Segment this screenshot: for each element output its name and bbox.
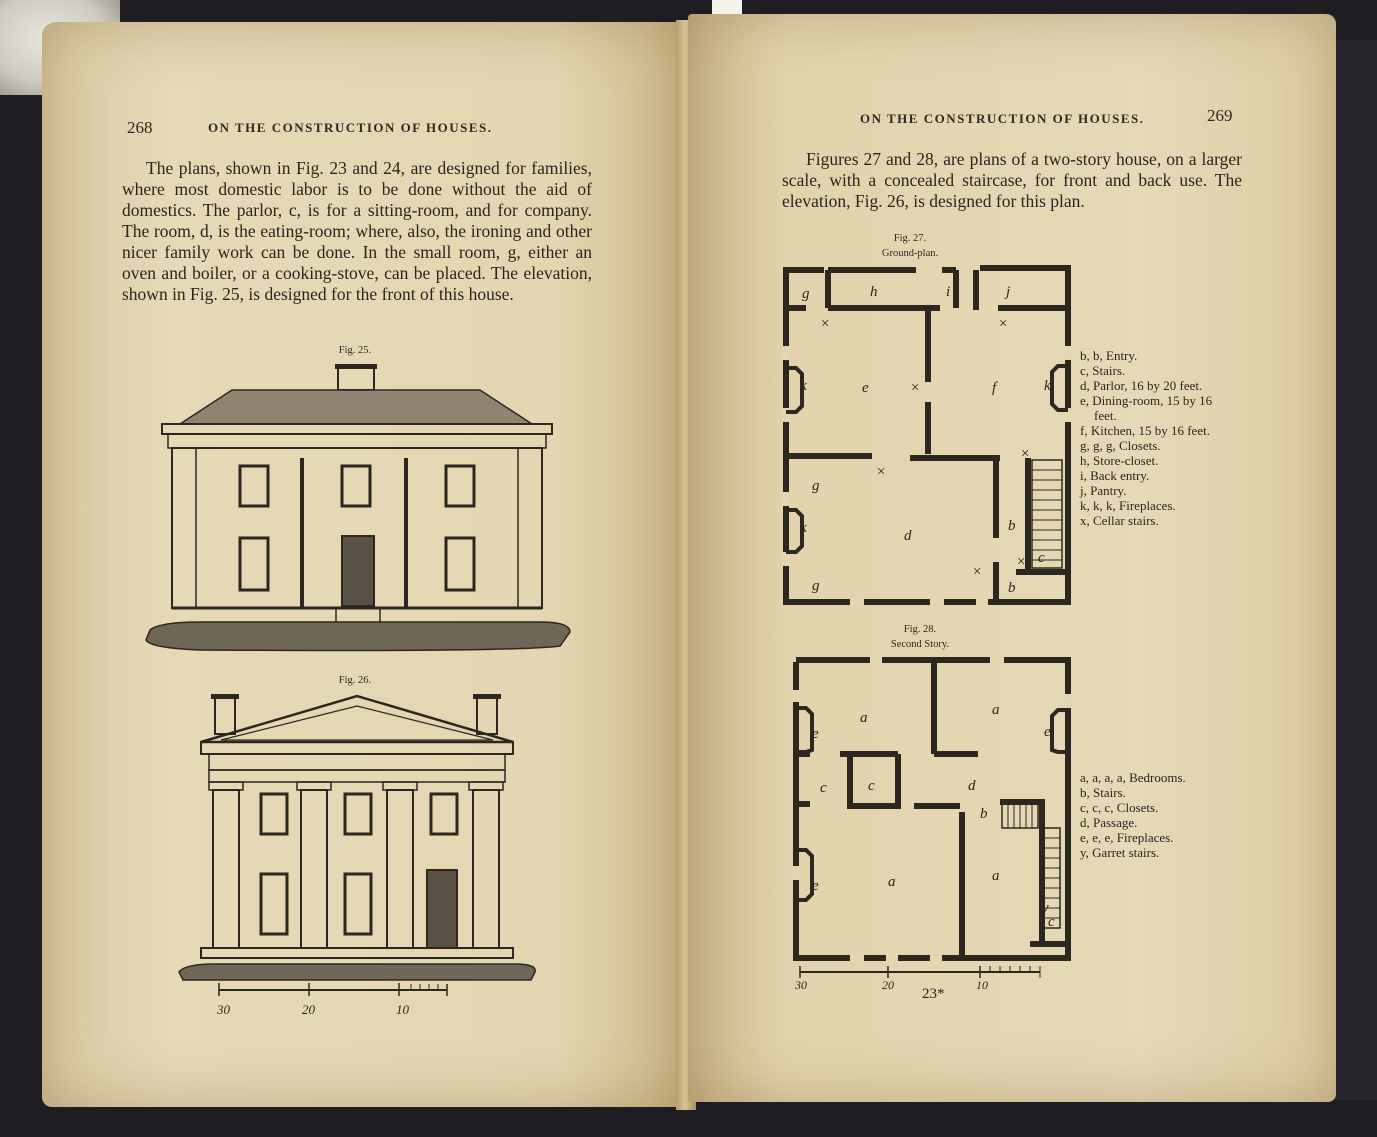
left-paragraph: The plans, shown in Fig. 23 and 24, are designed for families, where most domestic labor is to be done without the aid of domestics. The parlor, c, is for a sitting-room, and for company. The room, d, is the eating-room; where, also, the ironing and other nicer family work can be done. In the small room, g, either an oven and boiler, or a cooking-stove, can be placed. The elevation, shown in Fig. 25, is designed for the front of this house. bbox=[122, 158, 592, 304]
plan28-label-y: y bbox=[1042, 900, 1049, 916]
legend28-item: a, a, a, a, Bedrooms. bbox=[1080, 770, 1186, 785]
fig25-house-elevation bbox=[140, 360, 580, 660]
right-paragraph: Figures 27 and 28, are plans of a two-story house, on a larger scale, with a concealed staircase, for front and back use. The elevation, Fig. 26, is designed for this plan. bbox=[782, 149, 1242, 211]
legend27-item: b, b, Entry. bbox=[1080, 348, 1138, 363]
plan27-x5: × bbox=[1020, 446, 1031, 462]
plan27-x6: × bbox=[972, 564, 983, 580]
fig28-caption: Fig. 28. bbox=[903, 624, 937, 635]
signature-mark: 23* bbox=[922, 986, 945, 1002]
legend27-item: h, Store-closet. bbox=[1080, 453, 1159, 468]
fig27-ground-plan bbox=[780, 262, 1080, 622]
legend28-item: y, Garret stairs. bbox=[1080, 845, 1160, 860]
left-scale-10: 10 bbox=[396, 1002, 409, 1017]
right-running-head: ON THE CONSTRUCTION OF HOUSES. bbox=[860, 111, 1145, 126]
plan28-label-a4: a bbox=[992, 868, 1000, 884]
plan28-label-a3: a bbox=[888, 874, 896, 890]
fig28-second-story-plan bbox=[790, 654, 1080, 994]
plan27-x2: × bbox=[998, 316, 1009, 332]
fig28-legend bbox=[1080, 770, 1186, 860]
left-scale-30: 30 bbox=[217, 1002, 230, 1017]
legend27-item: c, Stairs. bbox=[1080, 363, 1126, 378]
legend27-item: f, Kitchen, 15 by 16 feet. bbox=[1080, 423, 1210, 438]
plan28-label-c1: c bbox=[820, 780, 827, 796]
plan28-label-a2: a bbox=[992, 702, 1000, 718]
plan27-label-g3: g bbox=[812, 578, 820, 594]
book-cover-edge bbox=[1330, 40, 1377, 1100]
fig27-caption: Fig. 27. bbox=[893, 233, 927, 244]
plan27-label-f: f bbox=[992, 380, 997, 396]
plan27-label-b2: b bbox=[1008, 580, 1016, 596]
left-body-text bbox=[122, 158, 592, 305]
right-page-number: 269 bbox=[1207, 106, 1233, 125]
plan27-label-e: e bbox=[862, 380, 869, 396]
plan27-x4: × bbox=[876, 464, 887, 480]
fig28-scale-bar bbox=[800, 966, 1040, 978]
right-scale-30: 30 bbox=[795, 978, 807, 992]
plan27-x7: × bbox=[1016, 554, 1027, 570]
plan27-x1: × bbox=[820, 316, 831, 332]
fig26-scale-bar bbox=[219, 983, 447, 996]
legend27-item: k, k, k, Fireplaces. bbox=[1080, 498, 1176, 513]
plan27-label-c: c bbox=[1038, 550, 1045, 566]
fig27-legend bbox=[1080, 348, 1212, 528]
plan27-label-k3: k bbox=[800, 520, 807, 536]
plan28-label-e3: e bbox=[812, 878, 819, 894]
left-page-number: 268 bbox=[127, 118, 153, 137]
fig27-subtitle: Ground-plan. bbox=[881, 248, 939, 259]
plan28-label-a1: a bbox=[860, 710, 868, 726]
legend27-item: i, Back entry. bbox=[1080, 468, 1150, 483]
legend27-item: j, Pantry. bbox=[1080, 483, 1127, 498]
fig26-house-elevation bbox=[175, 690, 545, 1000]
right-scale-20: 20 bbox=[882, 978, 894, 992]
plan28-label-e1: e bbox=[812, 726, 819, 742]
plan27-label-j: j bbox=[1006, 284, 1011, 300]
fig25-caption: Fig. 25. bbox=[338, 345, 372, 356]
fig28-stairs bbox=[1002, 802, 1060, 928]
fig27-stairs bbox=[1032, 460, 1062, 568]
legend28-item: d, Passage. bbox=[1080, 815, 1138, 830]
fig26-columns bbox=[209, 782, 503, 948]
plan27-label-d: d bbox=[904, 528, 912, 544]
plan27-x3: × bbox=[910, 380, 921, 396]
fig26-windows bbox=[261, 794, 457, 948]
right-body-text bbox=[782, 149, 1242, 212]
legend27-item: g, g, g, Closets. bbox=[1080, 438, 1161, 453]
plan28-label-d: d bbox=[968, 778, 976, 794]
legend27-item: feet. bbox=[1094, 408, 1117, 423]
left-running-head: ON THE CONSTRUCTION OF HOUSES. bbox=[208, 120, 493, 135]
legend27-item: x, Cellar stairs. bbox=[1080, 513, 1159, 528]
plan28-label-c3: c bbox=[1048, 914, 1055, 930]
right-scale-10: 10 bbox=[976, 978, 988, 992]
plan27-label-g2: g bbox=[812, 478, 820, 494]
legend28-item: c, c, c, Closets. bbox=[1080, 800, 1159, 815]
legend27-item: e, Dining-room, 15 by 16 bbox=[1080, 393, 1213, 408]
fig28-subtitle: Second Story. bbox=[890, 639, 950, 650]
plan28-label-c2: c bbox=[868, 778, 875, 794]
plan27-label-i: i bbox=[946, 284, 951, 300]
plan27-label-k2: k bbox=[1044, 378, 1051, 394]
plan27-label-b1: b bbox=[1008, 518, 1016, 534]
plan27-label-g1: g bbox=[802, 286, 810, 302]
fig26-caption: Fig. 26. bbox=[338, 675, 372, 686]
plan28-label-b: b bbox=[980, 806, 988, 822]
left-scale-20: 20 bbox=[302, 1002, 315, 1017]
plan27-label-h: h bbox=[870, 284, 878, 300]
plan28-label-e2: e bbox=[1044, 724, 1051, 740]
legend28-item: b, Stairs. bbox=[1080, 785, 1126, 800]
plan27-label-k1: k bbox=[800, 378, 807, 394]
paper-tag bbox=[712, 0, 742, 14]
legend28-item: e, e, e, Fireplaces. bbox=[1080, 830, 1174, 845]
legend27-item: d, Parlor, 16 by 20 feet. bbox=[1080, 378, 1203, 393]
fig25-windows bbox=[240, 466, 474, 606]
